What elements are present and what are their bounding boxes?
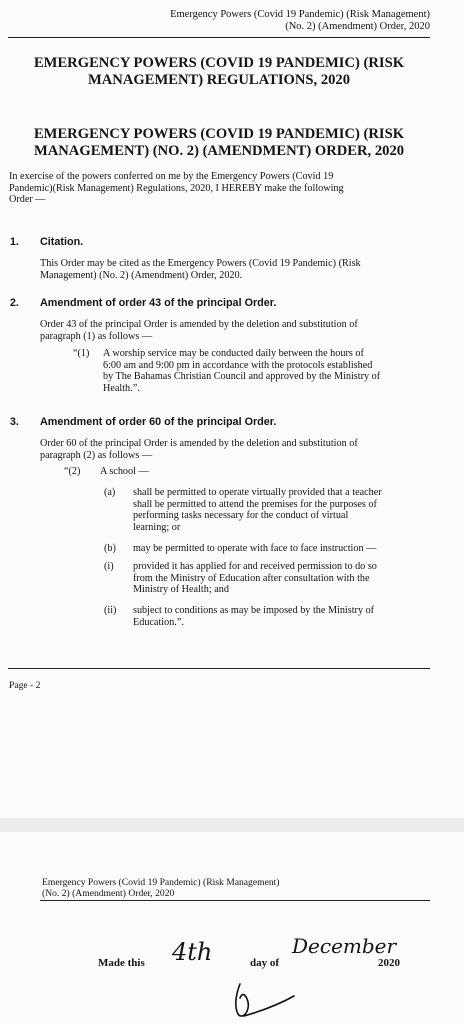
header-rule — [40, 900, 430, 901]
running-header — [170, 9, 430, 33]
preamble-line: Order — — [9, 194, 46, 206]
footer-rule — [8, 668, 430, 669]
item-line: learning; or — [133, 521, 181, 533]
regulations-title-line1: EMERGENCY POWERS (COVID 19 PANDEMIC) (RISK — [33, 55, 405, 71]
section-body-line: Management) (No. 2) (Amendment) Order, 2020. — [40, 269, 243, 281]
item-line: performing tasks necessary for the conduct of virtual — [133, 510, 349, 522]
year-label: 2020 — [378, 957, 400, 969]
section-body — [40, 438, 430, 461]
item-line: subject to conditions as may be imposed by the Ministry of — [133, 605, 375, 616]
order-title-line1: EMERGENCY POWERS (COVID 19 PANDEMIC) (RISK — [33, 126, 405, 142]
preamble-line: In exercise of the powers conferred on me by the Emergency Powers (Covid 19 — [9, 171, 334, 182]
item-text — [133, 561, 430, 596]
section-body-line: Order 60 of the principal Order is amended by the deletion and substitution of — [40, 438, 358, 449]
quote-intro: A school — — [100, 466, 149, 477]
item-line: Ministry of Health; and — [133, 584, 229, 596]
item-text — [133, 605, 430, 628]
page-number: Page - 2 — [9, 680, 41, 691]
order-title — [8, 126, 430, 160]
quote-label: “(2) — [64, 466, 81, 477]
preamble-line: Pandemic)(Risk Management) Regulations, 2020, I HEREBY make the following — [9, 182, 344, 194]
section-heading: Citation. — [40, 236, 84, 248]
item-label: (i) — [104, 561, 114, 572]
order-title-line2: MANAGEMENT) (NO. 2) (AMENDMENT) ORDER, 2020 — [33, 143, 405, 159]
item-label: (a) — [104, 487, 116, 498]
page-separator — [0, 818, 464, 832]
day-of-label: day of — [250, 957, 280, 969]
signature-mark — [218, 972, 308, 1024]
running-header-line1: Emergency Powers (Covid 19 Pandemic) (Risk Management) — [170, 9, 430, 20]
section-body-line: Order 43 of the principal Order is amended by the deletion and substitution of — [40, 319, 358, 330]
item-line: Education.”. — [133, 616, 184, 628]
quote-label: “(1) — [73, 348, 90, 359]
item-line: provided it has applied for and received permission to do so — [133, 561, 377, 572]
made-this-label: Made this — [98, 957, 145, 969]
item-label: (b) — [104, 543, 116, 554]
item-text — [133, 487, 430, 533]
running-header-line2: (No. 2) (Amendment) Order, 2020 — [285, 21, 430, 32]
section-number: 1. — [10, 236, 19, 248]
quote-text — [103, 348, 430, 394]
item-text — [133, 543, 430, 555]
section-body — [40, 319, 430, 342]
section-body-line: This Order may be cited as the Emergency Powers (Covid 19 Pandemic) (Risk — [40, 258, 361, 269]
regulations-title-line2: MANAGEMENT) REGULATIONS, 2020 — [87, 72, 351, 88]
section-heading: Amendment of order 43 of the principal Order. — [40, 297, 277, 309]
item-line: shall be permitted to attend the premises for the purposes of — [133, 498, 377, 510]
running-header — [42, 877, 279, 899]
section-body — [40, 258, 430, 281]
quote-line: by The Bahamas Christian Council and approved by the Ministry of — [103, 371, 381, 383]
handwritten-day: 4th — [172, 938, 213, 966]
section-number: 2. — [10, 297, 19, 309]
quote-line: Health.”. — [103, 382, 140, 394]
handwritten-month: December — [292, 934, 397, 958]
quote-line: 6:00 am and 9:00 pm in accordance with the protocols established — [103, 359, 373, 371]
running-header-line1: Emergency Powers (Covid 19 Pandemic) (Risk Management) — [42, 877, 280, 888]
header-rule — [8, 37, 430, 38]
section-body-line: paragraph (1) as follows — — [40, 330, 153, 342]
running-header-line2: (No. 2) (Amendment) Order, 2020 — [42, 888, 175, 899]
quote-line: A worship service may be conducted daily between the hours of — [103, 348, 364, 359]
item-line: may be permitted to operate with face to face instruction — — [133, 543, 377, 554]
regulations-title — [8, 55, 430, 89]
item-label: (ii) — [104, 605, 117, 616]
section-heading: Amendment of order 60 of the principal Order. — [40, 416, 277, 428]
section-number: 3. — [10, 416, 19, 428]
document-page-3 — [0, 832, 464, 1024]
preamble — [9, 171, 430, 206]
item-line: from the Ministry of Education after consultation with the — [133, 572, 370, 584]
item-line: shall be permitted to operate virtually provided that a teacher — [133, 487, 382, 498]
section-body-line: paragraph (2) as follows — — [40, 449, 153, 461]
